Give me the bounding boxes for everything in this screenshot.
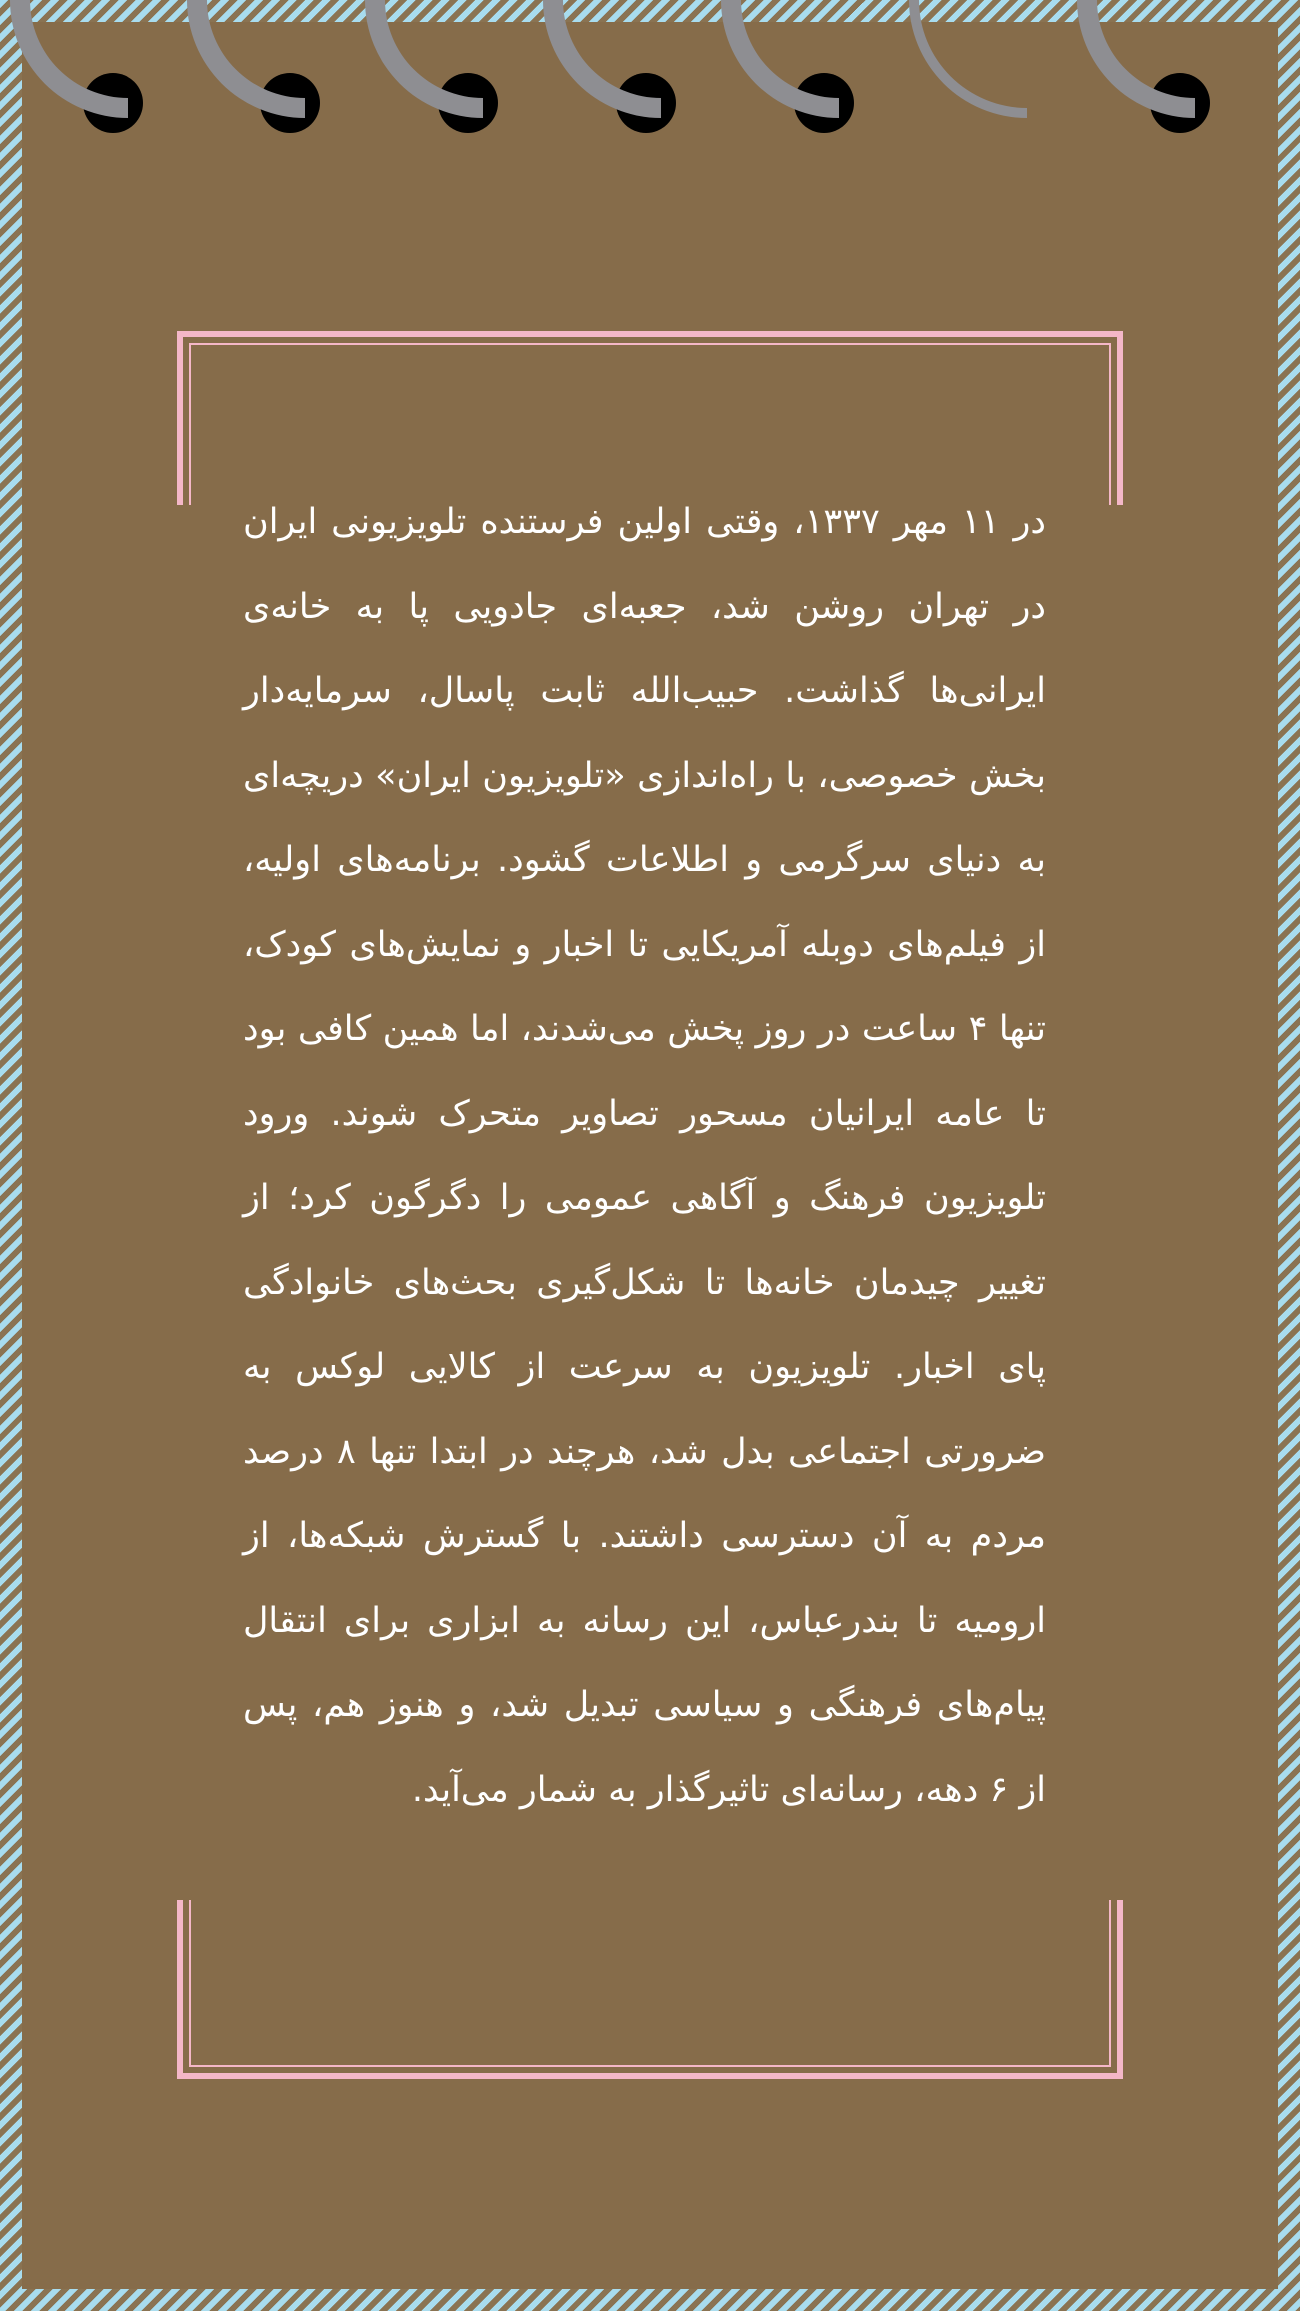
binding-ring-1 bbox=[10, 0, 143, 133]
binding-ring-3 bbox=[365, 0, 498, 133]
binding-ring-7 bbox=[1077, 0, 1210, 133]
frame-top-bracket bbox=[176, 330, 1124, 505]
spiral-binding bbox=[0, 0, 1300, 140]
binding-ring-4 bbox=[543, 0, 676, 133]
binding-ring-5 bbox=[721, 0, 854, 133]
frame-bottom-bracket bbox=[176, 1900, 1124, 2080]
binding-ring-6 bbox=[909, 0, 1027, 118]
article-body: در ۱۱ مهر ۱۳۳۷، وقتی اولین فرستنده تلویزیونی ایران در تهران روشن شد، جعبه‌ای جادویی پا به خانه‌ی ایرانی‌ها گذاشت. حبیب‌الله ثابت پاسال، سرمایه‌دار بخش خصوصی، با راه‌اندازی «تلویزیون ایران» دریچه‌ای به دنیای سرگرمی و اطلاعات گشود. برنامه‌های اولیه، از فیلم‌های دوبله آمریکایی تا اخبار و نمایش‌های کودک، تنها ۴ ساعت در روز پخش می‌شدند، اما همین کافی بود تا عامه ایرانیان مسحور تصاویر متحرک شوند. ورود تلویزیون فرهنگ و آگاهی عمومی را دگرگون کرد؛ از تغییر چیدمان خانه‌ها تا شکل‌گیری بحث‌های خانوادگی پای اخبار. تلویزیون به سرعت از کالایی لوکس به ضرورتی اجتماعی بدل شد، هرچند در ابتدا تنها ۸ درصد مردم به آن دسترسی داشتند. با گسترش شبکه‌ها، از ارومیه تا بندرعباس، این رسانه به ابزاری برای انتقال پیام‌های فرهنگی و سیاسی تبدیل شد، و هنوز هم، پس از ۶ دهه، رسانه‌ای تاثیرگذار به شمار می‌آید. bbox=[243, 502, 1046, 1810]
binding-ring-2 bbox=[187, 0, 320, 133]
